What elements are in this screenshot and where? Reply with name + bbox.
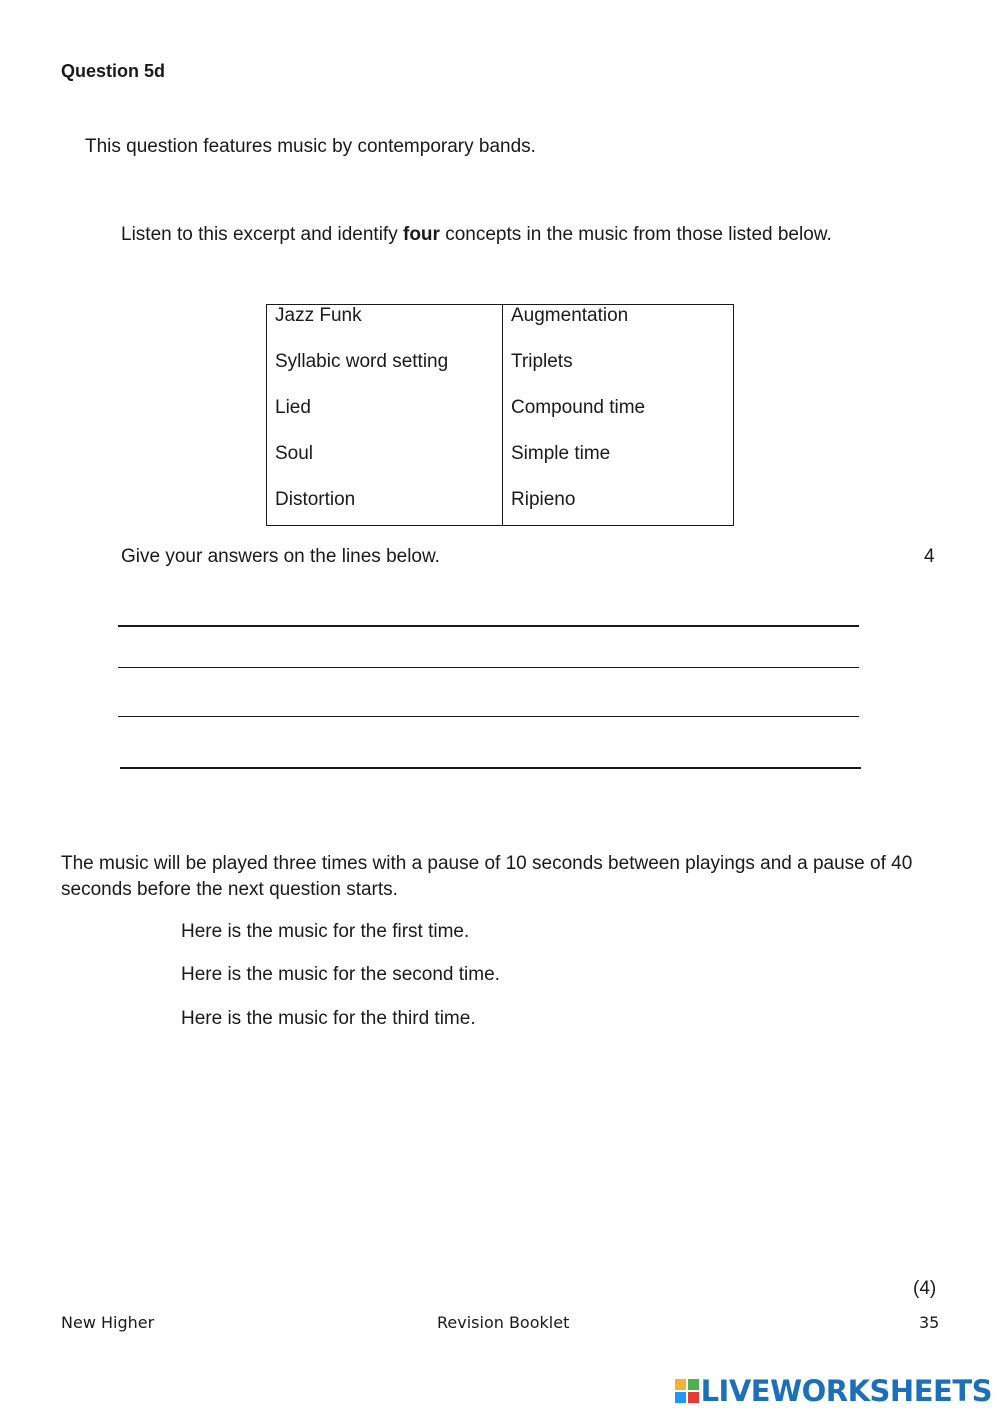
playback-info: The music will be played three times with a pause of 10 seconds between playings and a pause of 40 seconds before the next question starts. xyxy=(61,853,913,900)
concept-cell: Jazz Funk xyxy=(267,305,503,352)
question-title: Question 5d xyxy=(61,61,166,81)
instruction-text-start: Listen to this excerpt and identify xyxy=(121,224,403,245)
playback-third: Here is the music for the third time. xyxy=(181,1008,476,1029)
liveworksheets-brand xyxy=(675,1374,992,1408)
concept-cell: Distortion xyxy=(267,489,503,526)
answer-line-3[interactable] xyxy=(118,716,859,717)
instruction-text-end: concepts in the music from those listed below. xyxy=(439,224,832,245)
footer-page-number: 35 xyxy=(919,1313,940,1332)
total-marks: (4) xyxy=(913,1278,937,1299)
concepts-table xyxy=(266,304,734,526)
answers-marks: 4 xyxy=(924,546,935,567)
concept-cell: Ripieno xyxy=(511,489,576,510)
footer-left: New Higher xyxy=(61,1313,155,1332)
instruction-emphasis: four xyxy=(403,224,440,245)
table-row xyxy=(267,489,734,526)
concept-cell: Syllabic word setting xyxy=(267,351,503,397)
playback-second: Here is the music for the second time. xyxy=(181,964,500,985)
playback-first: Here is the music for the first time. xyxy=(181,921,470,942)
answer-line-1[interactable] xyxy=(118,625,859,627)
question-intro: This question features music by contemporary bands. xyxy=(85,136,536,157)
answer-line-2[interactable] xyxy=(118,667,859,668)
concept-cell: Augmentation xyxy=(511,305,629,326)
table-row xyxy=(267,397,734,443)
table-row xyxy=(267,351,734,397)
question-instruction xyxy=(121,224,841,246)
brand-name: LIVEWORKSHEETS xyxy=(700,1374,992,1408)
table-row xyxy=(267,305,734,352)
footer-center: Revision Booklet xyxy=(437,1313,570,1332)
concept-cell: Compound time xyxy=(511,397,646,418)
concept-cell: Soul xyxy=(267,443,503,489)
concept-cell: Triplets xyxy=(511,351,573,372)
liveworksheets-logo-icon xyxy=(675,1379,699,1403)
concept-cell: Lied xyxy=(267,397,503,443)
answers-prompt: Give your answers on the lines below. xyxy=(121,546,440,567)
answer-line-4[interactable] xyxy=(120,767,861,769)
concept-cell: Simple time xyxy=(511,443,611,464)
table-row xyxy=(267,443,734,489)
